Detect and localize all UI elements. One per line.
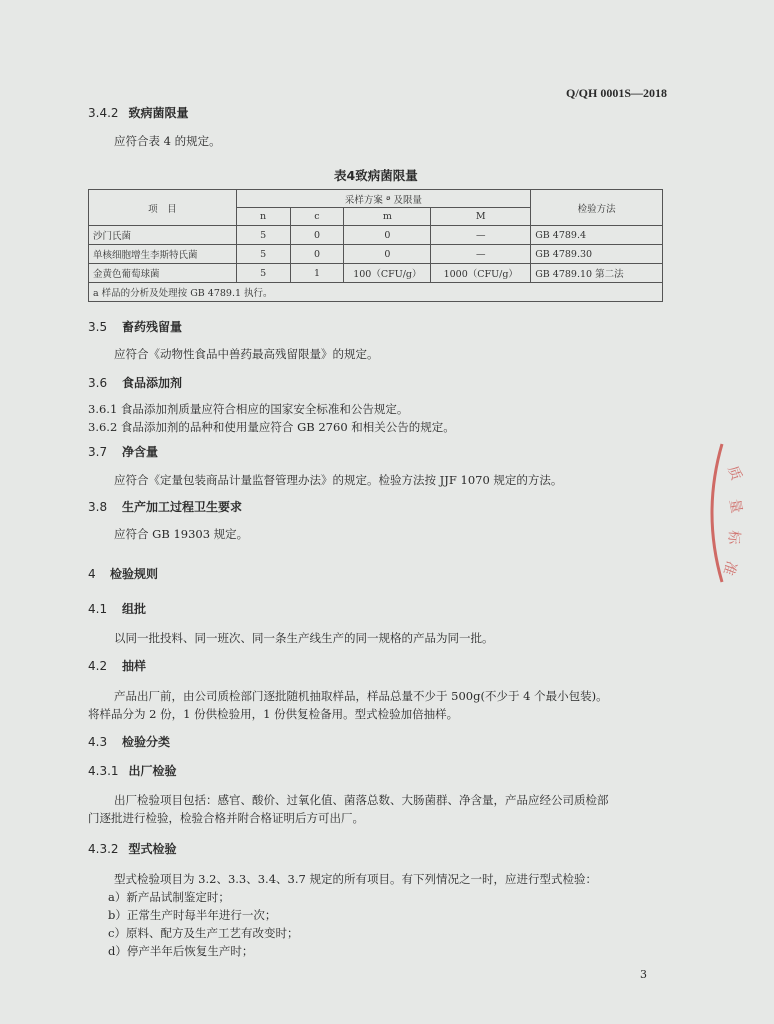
svg-text:准: 准	[719, 558, 740, 578]
section-title: 抽样	[122, 659, 147, 673]
section-4-1-text: 以同一批投料、同一班次、同一条生产线生产的同一规格的产品为同一批。	[114, 631, 494, 645]
section-title: 检验分类	[122, 735, 171, 749]
list-item: d）停产半年后恢复生产时；	[108, 944, 254, 958]
table-row	[89, 226, 663, 245]
cell-M: —	[431, 226, 531, 245]
section-number: 3.4.2	[88, 106, 119, 120]
header-test-method: 检验方法	[531, 190, 663, 226]
section-number: 4.2	[88, 659, 108, 673]
cell-m: 0	[344, 226, 431, 245]
section-3-8-text: 应符合 GB 19303 规定。	[114, 527, 249, 541]
svg-text:质: 质	[724, 463, 745, 483]
pathogen-limits-table	[88, 189, 663, 302]
section-4-2-text-1: 产品出厂前，由公司质检部门逐批随机抽取样品，样品总量不少于 500g(不少于 4 个最小包装)。	[114, 689, 608, 703]
section-number: 4.3.1	[88, 764, 119, 778]
table-row	[89, 245, 663, 264]
section-number: 4	[88, 567, 96, 581]
cell-method: GB 4789.10 第二法	[531, 264, 663, 283]
cell-item: 沙门氏菌	[89, 226, 237, 245]
cell-n: 5	[236, 245, 290, 264]
section-title: 畜药残留量	[122, 320, 183, 334]
cell-m: 100（CFU/g）	[344, 264, 431, 283]
section-3-4-2-text: 应符合表 4 的规定。	[114, 134, 221, 148]
section-title: 食品添加剂	[122, 376, 183, 390]
table-caption: 表4致病菌限量	[334, 168, 418, 183]
section-title: 组批	[122, 602, 147, 616]
red-seal-stamp	[714, 438, 774, 588]
cell-item: 金黄色葡萄球菌	[89, 264, 237, 283]
section-3-8-heading	[88, 498, 242, 515]
section-3-4-2-heading	[88, 104, 189, 121]
cell-method: GB 4789.30	[531, 245, 663, 264]
section-4-3-2-intro: 型式检验项目为 3.2、3.3、3.4、3.7 规定的所有项目。有下列情况之一时，应进行型式检验：	[114, 872, 597, 886]
table-footnote-row	[89, 283, 663, 302]
section-3-6-1-text: 3.6.1 食品添加剂质量应符合相应的国家安全标准和公告规定。	[88, 402, 409, 416]
section-4-3-heading	[88, 733, 170, 750]
section-3-7-heading	[88, 443, 158, 460]
cell-c: 0	[290, 245, 344, 264]
list-item: a）新产品试制鉴定时；	[108, 890, 230, 904]
standard-code: Q/QH 0001S—2018	[565, 86, 667, 100]
section-4-1-heading	[88, 600, 146, 617]
section-4-2-text-2: 将样品分为 2 份，1 份供检验用，1 份供复检备用。型式检验加倍抽样。	[88, 707, 459, 721]
header-c: c	[290, 208, 344, 226]
section-number: 3.6	[88, 376, 108, 390]
cell-c: 1	[290, 264, 344, 283]
header-item: 项 目	[89, 190, 237, 226]
section-4-3-1-heading	[88, 762, 177, 779]
cell-m: 0	[344, 245, 431, 264]
list-item: c）原料、配方及生产工艺有改变时；	[108, 926, 299, 940]
svg-text:标: 标	[724, 529, 742, 545]
cell-M: —	[431, 245, 531, 264]
section-title: 出厂检验	[128, 764, 177, 778]
section-3-6-2-text: 3.6.2 食品添加剂的品种和使用量应符合 GB 2760 和相关公告的规定。	[88, 420, 455, 434]
table-footnote: a 样品的分析及处理按 GB 4789.1 执行。	[89, 283, 663, 302]
section-number: 3.5	[88, 320, 108, 334]
section-title: 净含量	[122, 445, 159, 459]
table-header-row	[89, 190, 663, 208]
svg-text:量: 量	[726, 497, 745, 515]
cell-n: 5	[236, 226, 290, 245]
header-sampling-plan: 采样方案 ª 及限量	[236, 190, 531, 208]
section-title: 致病菌限量	[128, 106, 189, 120]
section-number: 3.7	[88, 445, 108, 459]
section-3-5-heading	[88, 318, 182, 335]
section-title: 检验规则	[110, 567, 159, 581]
page-number: 3	[640, 968, 647, 981]
section-4-3-1-text-1: 出厂检验项目包括：感官、酸价、过氧化值、菌落总数、大肠菌群、净含量，产品应经公司质检部	[114, 793, 609, 807]
section-4-3-2-heading	[88, 840, 177, 857]
section-4-3-1-text-2: 门逐批进行检验，检验合格并附合格证明后方可出厂。	[88, 811, 364, 825]
cell-item: 单核细胞增生李斯特氏菌	[89, 245, 237, 264]
section-title: 型式检验	[128, 842, 177, 856]
section-4-heading	[88, 565, 158, 582]
section-number: 4.1	[88, 602, 108, 616]
list-item: b）正常生产时每半年进行一次；	[108, 908, 277, 922]
cell-method: GB 4789.4	[531, 226, 663, 245]
section-title: 生产加工过程卫生要求	[122, 500, 243, 514]
table-row	[89, 264, 663, 283]
section-3-6-heading	[88, 374, 182, 391]
section-3-7-text: 应符合《定量包装商品计量监督管理办法》的规定。检验方法按 JJF 1070 规定的方法。	[114, 473, 563, 487]
header-m: m	[344, 208, 431, 226]
cell-M: 1000（CFU/g）	[431, 264, 531, 283]
header-n: n	[236, 208, 290, 226]
cell-n: 5	[236, 264, 290, 283]
section-4-2-heading	[88, 657, 146, 674]
section-number: 4.3	[88, 735, 108, 749]
section-number: 3.8	[88, 500, 108, 514]
cell-c: 0	[290, 226, 344, 245]
header-M: M	[431, 208, 531, 226]
section-number: 4.3.2	[88, 842, 119, 856]
section-3-5-text: 应符合《动物性食品中兽药最高残留限量》的规定。	[114, 347, 379, 361]
